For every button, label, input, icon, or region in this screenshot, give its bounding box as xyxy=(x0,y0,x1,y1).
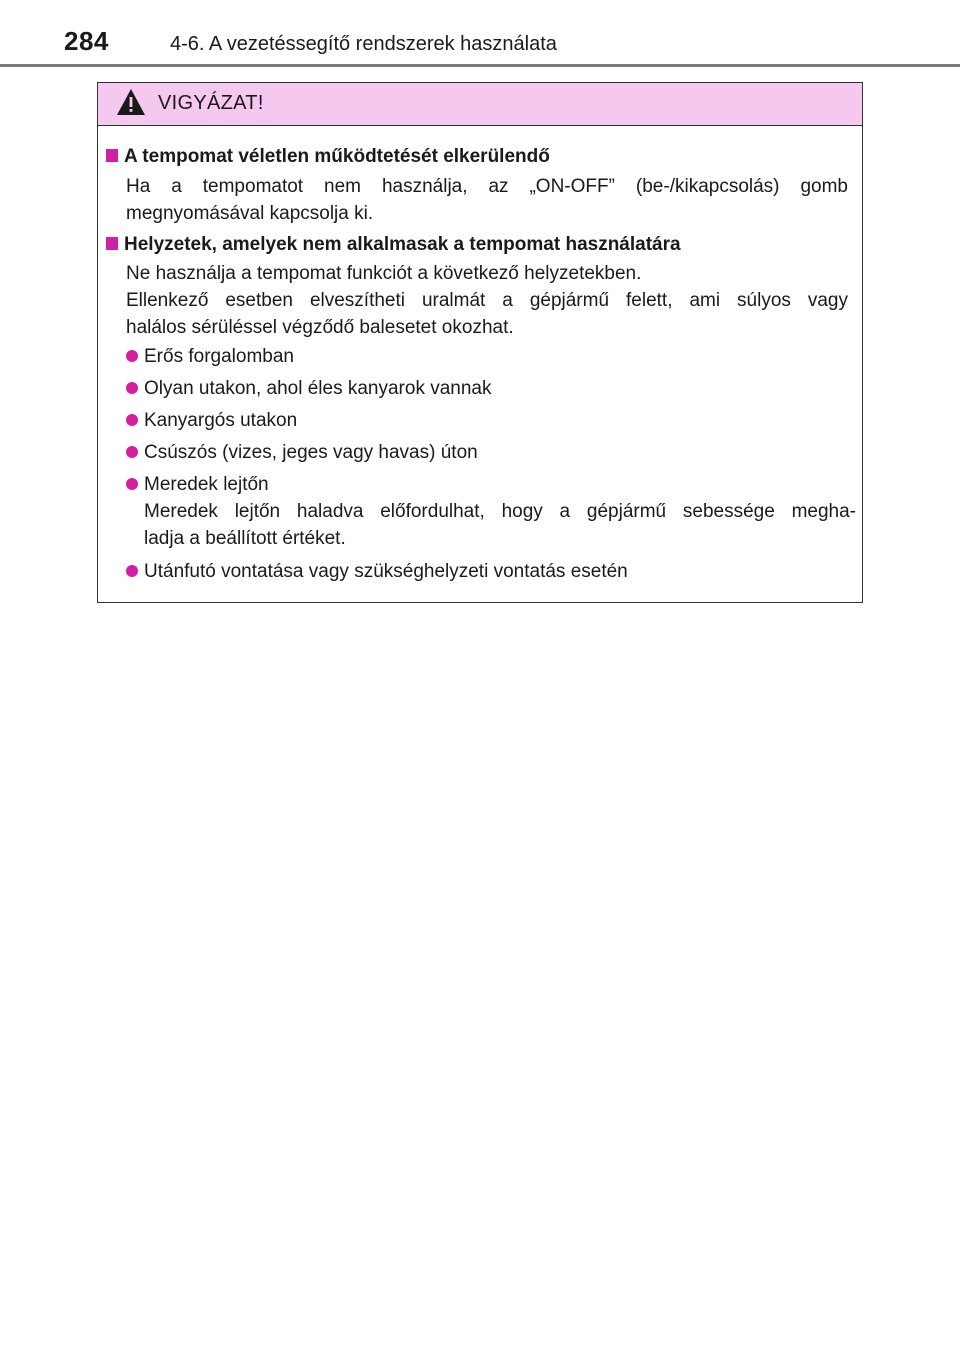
section-title: 4-6. A vezetéssegítő rendszerek használata xyxy=(170,33,557,55)
page-number: 284 xyxy=(64,26,109,56)
warning-label: VIGYÁZAT! xyxy=(158,92,264,114)
section-paragraph: Ha a tempomatot nem használja, az „ON-OFF” (be-/kikapcsolás) gomb megnyomásával kapcsolja ki. xyxy=(126,176,848,224)
round-bullet-icon xyxy=(126,350,138,362)
round-bullet-icon xyxy=(126,478,138,490)
list-item: Csúszós (vizes, jeges vagy havas) úton xyxy=(126,439,856,466)
list-item: Erős forgalomban xyxy=(126,343,856,370)
section-heading: A tempomat véletlen működtetését elkerülendő xyxy=(106,146,550,168)
header-rule xyxy=(0,64,960,67)
round-bullet-icon xyxy=(126,414,138,426)
warning-triangle-icon xyxy=(116,88,146,116)
warning-header xyxy=(98,83,862,126)
list-item: Kanyargós utakon xyxy=(126,407,856,434)
round-bullet-icon xyxy=(126,446,138,458)
round-bullet-icon xyxy=(126,565,138,577)
section-heading: Helyzetek, amelyek nem alkalmasak a tempomat használatára xyxy=(106,234,681,256)
square-bullet-icon xyxy=(106,149,118,162)
warning-box xyxy=(97,82,863,603)
section-paragraph: Ne használja a tempomat funkciót a következő helyzetekben. Ellenkező esetben elveszítheti uralmát a gépjármű felett, ami súlyos vagy halálos sérüléssel végződő balesetet okozhat. xyxy=(126,263,848,338)
page-header xyxy=(0,0,960,68)
list-item: Utánfutó vontatása vagy szükséghelyzeti vontatás esetén xyxy=(126,558,856,585)
list-item: Olyan utakon, ahol éles kanyarok vannak xyxy=(126,375,856,402)
square-bullet-icon xyxy=(106,237,118,250)
list-item: Meredek lejtőn Meredek lejtőn haladva előfordulhat, hogy a gépjármű sebessége megha- ladja a beállított értéket. xyxy=(126,471,856,552)
round-bullet-icon xyxy=(126,382,138,394)
